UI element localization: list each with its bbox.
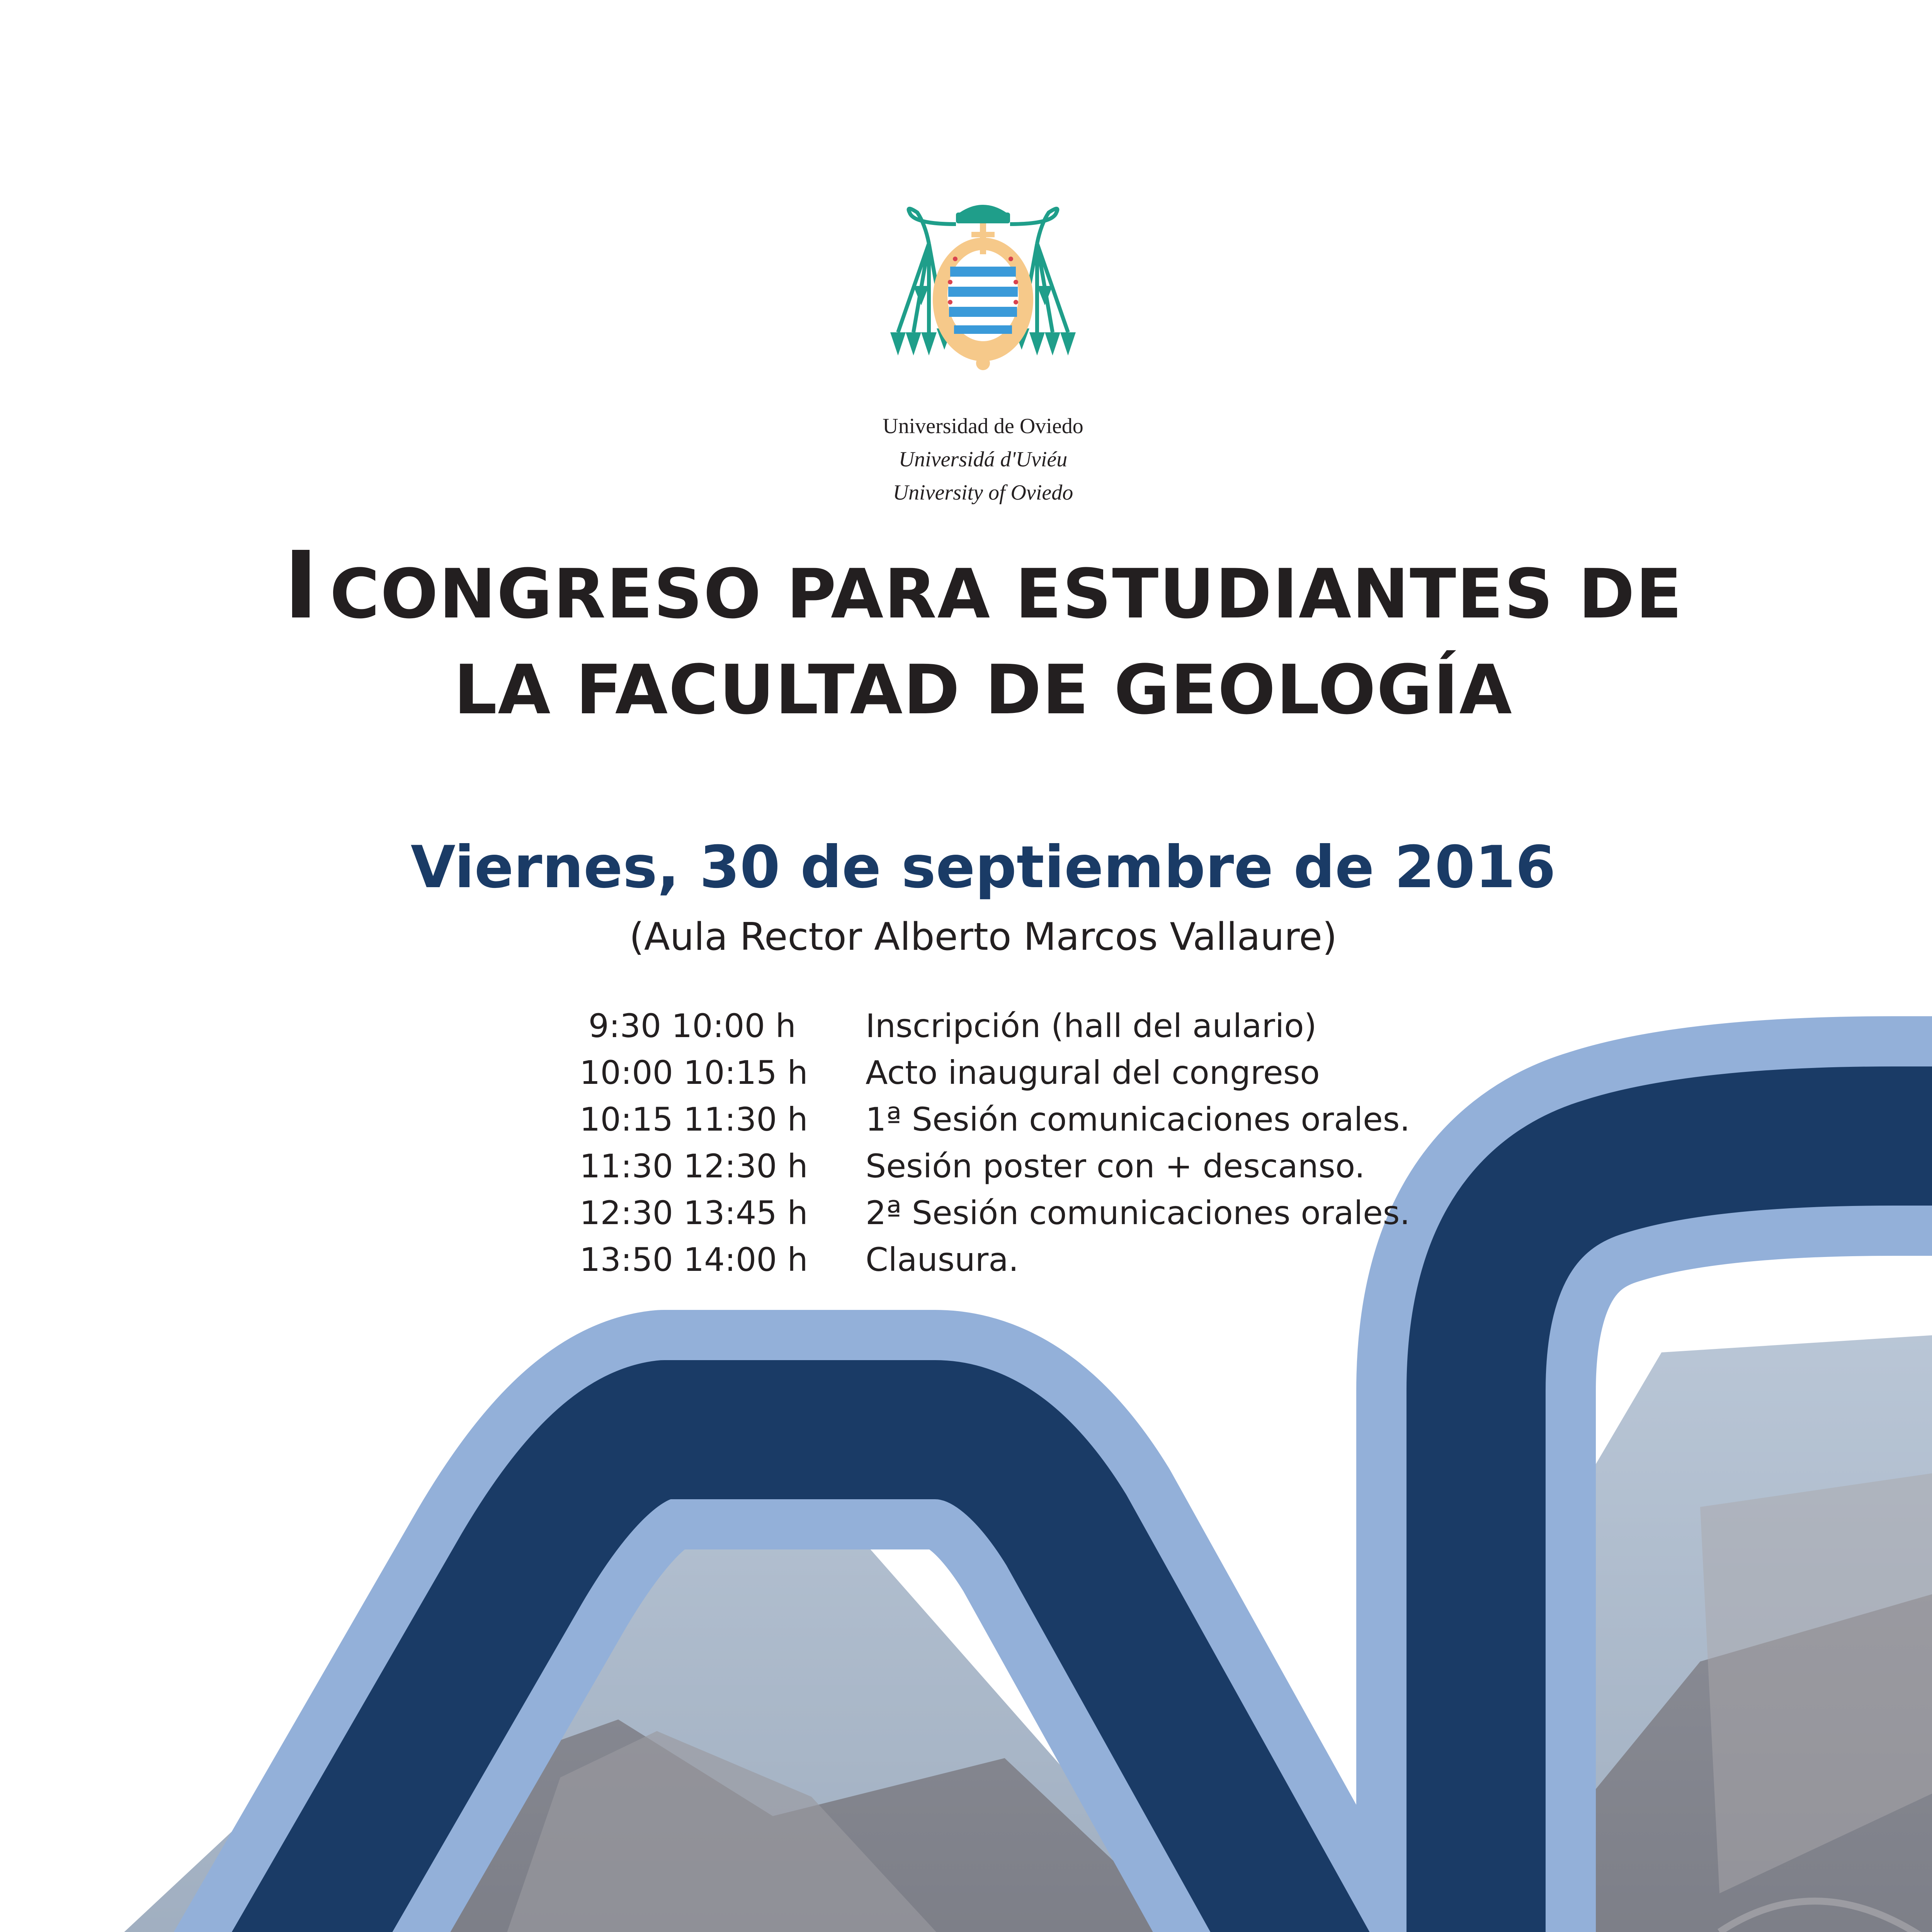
schedule-row [580, 1236, 1507, 1283]
university-name-english: University of Oviedo [893, 481, 1073, 505]
title-text-1: CONGRESO PARA ESTUDIANTES DE [330, 554, 1683, 634]
schedule-time: 12:30 13:45 h [580, 1194, 808, 1232]
event-venue: (Aula Rector Alberto Marcos Vallaure) [629, 915, 1337, 959]
schedule-activity: 1ª Sesión comunicaciones orales. [866, 1100, 1410, 1138]
university-name-asturian: Universidá d'Uviéu [898, 447, 1068, 471]
coat-of-arms-icon [867, 201, 1099, 379]
schedule-row [580, 1003, 1507, 1049]
university-name-spanish: Universidad de Oviedo [883, 414, 1083, 438]
schedule-activity: Clausura. [866, 1241, 1019, 1279]
schedule [580, 1003, 1507, 1283]
schedule-activity: Sesión poster con + descanso. [866, 1147, 1365, 1185]
schedule-time: 10:00 10:15 h [580, 1054, 808, 1092]
schedule-time: 13:50 14:00 h [580, 1241, 808, 1279]
schedule-row [580, 1190, 1507, 1236]
schedule-row [580, 1096, 1507, 1143]
title-line-1 [116, 531, 1850, 642]
title-line-2: LA FACULTAD DE GEOLOGÍA [454, 650, 1513, 730]
schedule-activity: 2ª Sesión comunicaciones orales. [866, 1194, 1410, 1232]
poster-title [116, 531, 1850, 738]
title-numeral: I [284, 531, 319, 639]
schedule-row [580, 1143, 1507, 1190]
schedule-activity: Inscripción (hall del aulario) [866, 1007, 1317, 1045]
schedule-time: 10:15 11:30 h [580, 1100, 808, 1138]
schedule-time: 11:30 12:30 h [580, 1147, 808, 1185]
schedule-time: 9:30 10:00 h [588, 1007, 796, 1045]
university-logo-block [790, 201, 1176, 509]
event-date: Viernes, 30 de septiembre de 2016 [410, 834, 1556, 901]
schedule-activity: Acto inaugural del congreso [866, 1054, 1320, 1092]
schedule-row [580, 1049, 1507, 1096]
